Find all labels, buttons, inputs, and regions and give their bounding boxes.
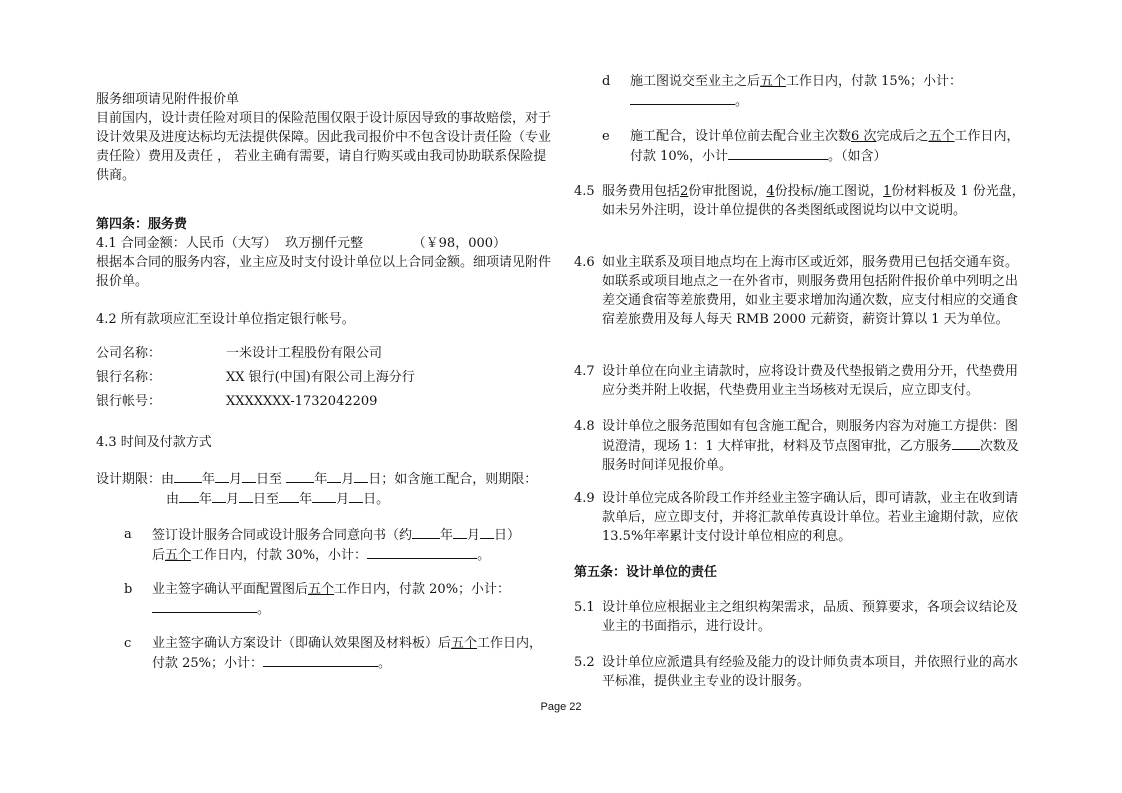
page-number: Page 22 (540, 701, 582, 713)
clause-4-7: 4.7 设计单位在向业主请款时，应将设计费及代垫报销之费用分开，代垫费用应分类并附上收据，代垫费用业主当场核对无误后，应立即支付。 (574, 364, 1019, 398)
contract-amount-text: 根据本合同的服务内容，业主应及时支付设计单位以上合同金额。细项请见附件报价单。 (96, 255, 552, 289)
clause-4-9: 4.9 设计单位完成各阶段工作并经业主签字确认后，即可请款，业主在收到请款单后，应立即支付，并将汇款单传真设计单位。若业主逾期付款，应依 13.5%年率累计支付设计单位相应的利息。 (574, 491, 1019, 544)
contract-amount-line: 4.1 合同金额：人民币（大写） 玖万捌仟元整 （￥98，000） (96, 236, 507, 251)
design-period (96, 469, 552, 509)
clause-4-3: 4.3 时间及付款方式 (96, 435, 212, 450)
section-5 (574, 563, 1030, 582)
bank-info (96, 344, 552, 411)
bank-row-bank: 银行名称： XX 银行(中国)有限公司上海分行 (96, 370, 415, 385)
clause-5-1: 5.1 设计单位应根据业主之组织构架需求，品质、预算要求，各项会议结论及业主的书面指示，进行设计。 (574, 600, 1019, 634)
paragraph-insurance: 目前国内，设计责任险对项目的保险范围仅限于设计原因导致的事故赔偿，对于设计效果及进度达标均无法提供保障。因此我司报价中不包含设计责任险（专业责任险）费用及责任 ， 若业主确有需要，请自行购买或由我司协助联系保险提供商。 (96, 111, 552, 183)
clause-4-8: 4.8 设计单位之服务范围如有包含施工配合，则服务内容为对施工方提供：图说澄清，现场 1：1 大样审批，材料及节点图审批，乙方服务 次数及服务时间详见报价单。 (574, 419, 1019, 473)
section-4-heading: 第四条：服务费 (96, 217, 188, 232)
design-period-line-2: 由 年 月 日至 年 月 日。 (96, 489, 552, 509)
clause-4-5: 4.5 服务费用包括2份审批图说，4份投标/施工图说，1份材料板及 1 份光盘，如未另外注明，设计单位提供的各类图纸或图说均以中文说明。 (574, 184, 1025, 218)
payment-item-d: d 施工图说交至业主之后五个工作日内，付款 15%；小计：。 (602, 74, 963, 109)
clause-5-2: 5.2 设计单位应派遣具有经验及能力的设计师负责本项目，并依照行业的高水平标准，提供业主专业的设计服务。 (574, 655, 1019, 689)
payment-item-a: a 签订设计服务合同或设计服务合同意向书（约 年 月 日） 后五个工作日内，付款 30%，小计： 。 (124, 527, 521, 563)
payment-item-b: b 业主签字确认平面配置图后五个工作日内，付款 20%；小计：。 (124, 582, 511, 617)
section-4 (96, 215, 552, 291)
clause-4-2: 4.2 所有款项应汇至设计单位指定银行帐号。 (96, 312, 355, 327)
clause-4-6: 4.6 如业主联系及项目地点均在上海市区或近郊，服务费用已包括交通车资。如联系或项目地点之一在外省市，则服务费用包括附件报价单中列明之出差交通食宿等差旅费用，如业主要求增加沟通次数，应支付相应的交通食宿差旅费用及每人每天 RMB 2000 元薪资，薪资计算以 1 天为单位。 (574, 255, 1019, 327)
section-5-heading: 第五条：设计单位的责任 (574, 565, 718, 580)
bank-row-account: 银行帐号： XXXXXXX-1732042209 (96, 394, 378, 409)
design-period-line-1: 设计期限：由 年 月 日至 年 月 日；如含施工配合，则期限： (96, 469, 552, 489)
payment-item-c: c 业主签字确认方案设计（即确认效果图及材料板）后五个工作日内，付款 25%；小计： 。 (124, 636, 543, 671)
bank-row-company: 公司名称： 一米设计工程股份有限公司 (96, 346, 383, 361)
payment-item-e: e 施工配合，设计单位前去配合业主次数6 次完成后之五个工作日内，付款 10%，小计 。（如含） (602, 129, 1020, 164)
paragraph-service-details: 服务细项请见附件报价单 目前国内，设计责任险对项目的保险范围仅限于设计原因导致的事故赔偿，对于设计效果及进度达标均无法提供保障。因此我司报价中不包含设计责任险（专业责任险）费用及责任 ， 若业主确有需要，请自行购买或由我司协助联系保险提供商。 (96, 92, 552, 183)
